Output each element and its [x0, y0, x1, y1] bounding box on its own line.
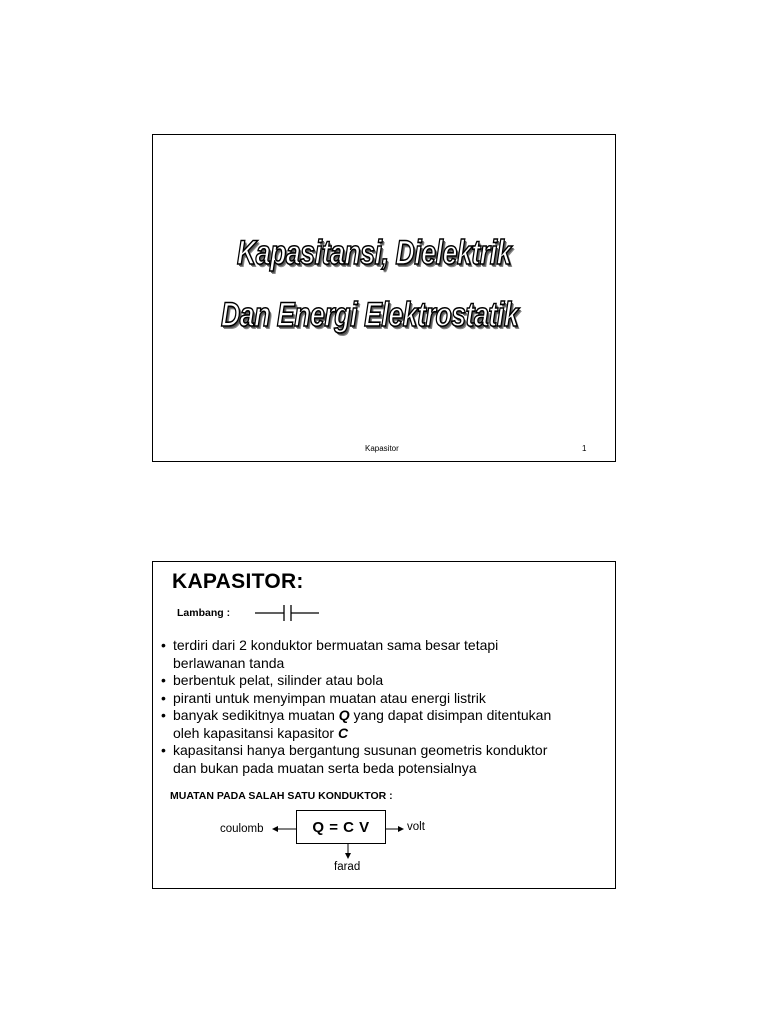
bullet-text: piranti untuk menyimpan muatan atau energi listrik — [173, 689, 486, 706]
page-number: 1 — [582, 444, 587, 453]
symbol-c: C — [338, 724, 349, 741]
bullet-text: dan bukan pada muatan serta beda potensialnya — [173, 759, 477, 776]
slide-title-line-1: Kapasitansi, Dielektrik — [237, 234, 512, 272]
bullet-text: yang dapat disimpan ditentukan — [349, 707, 552, 723]
bullet-icon: • — [161, 707, 166, 723]
title-slide — [152, 134, 616, 462]
kapasitor-slide — [152, 561, 616, 889]
bullet-text: kapasitansi hanya bergantung susunan geometris konduktor — [173, 742, 548, 758]
symbol-label: Lambang : — [177, 607, 231, 619]
volt-label: volt — [407, 821, 425, 833]
bullet-text: berlawanan tanda — [173, 654, 285, 671]
slide-title-line-2: Dan Energi Elektrostatik — [221, 296, 519, 334]
coulomb-label: coulomb — [220, 823, 264, 835]
bullet-icon: • — [161, 637, 166, 653]
farad-label: farad — [334, 861, 361, 873]
bullet-text: oleh kapasitansi kapasitor — [173, 724, 338, 741]
charge-subheading: MUATAN PADA SALAH SATU KONDUKTOR : — [170, 790, 393, 802]
slide-footer-label: Kapasitor — [365, 444, 399, 453]
bullet-icon: • — [161, 689, 166, 706]
bullet-icon: • — [161, 742, 166, 758]
bullet-text: banyak sedikitnya muatan — [173, 707, 339, 723]
formula-box: Q = C V — [296, 810, 386, 844]
bullet-text: berbentuk pelat, silinder atau bola — [173, 672, 384, 688]
bullet-icon: • — [161, 672, 166, 688]
bullet-text: terdiri dari 2 konduktor bermuatan sama besar tetapi — [173, 637, 499, 653]
slide-heading: KAPASITOR: — [172, 570, 304, 593]
symbol-q: Q — [338, 707, 350, 723]
